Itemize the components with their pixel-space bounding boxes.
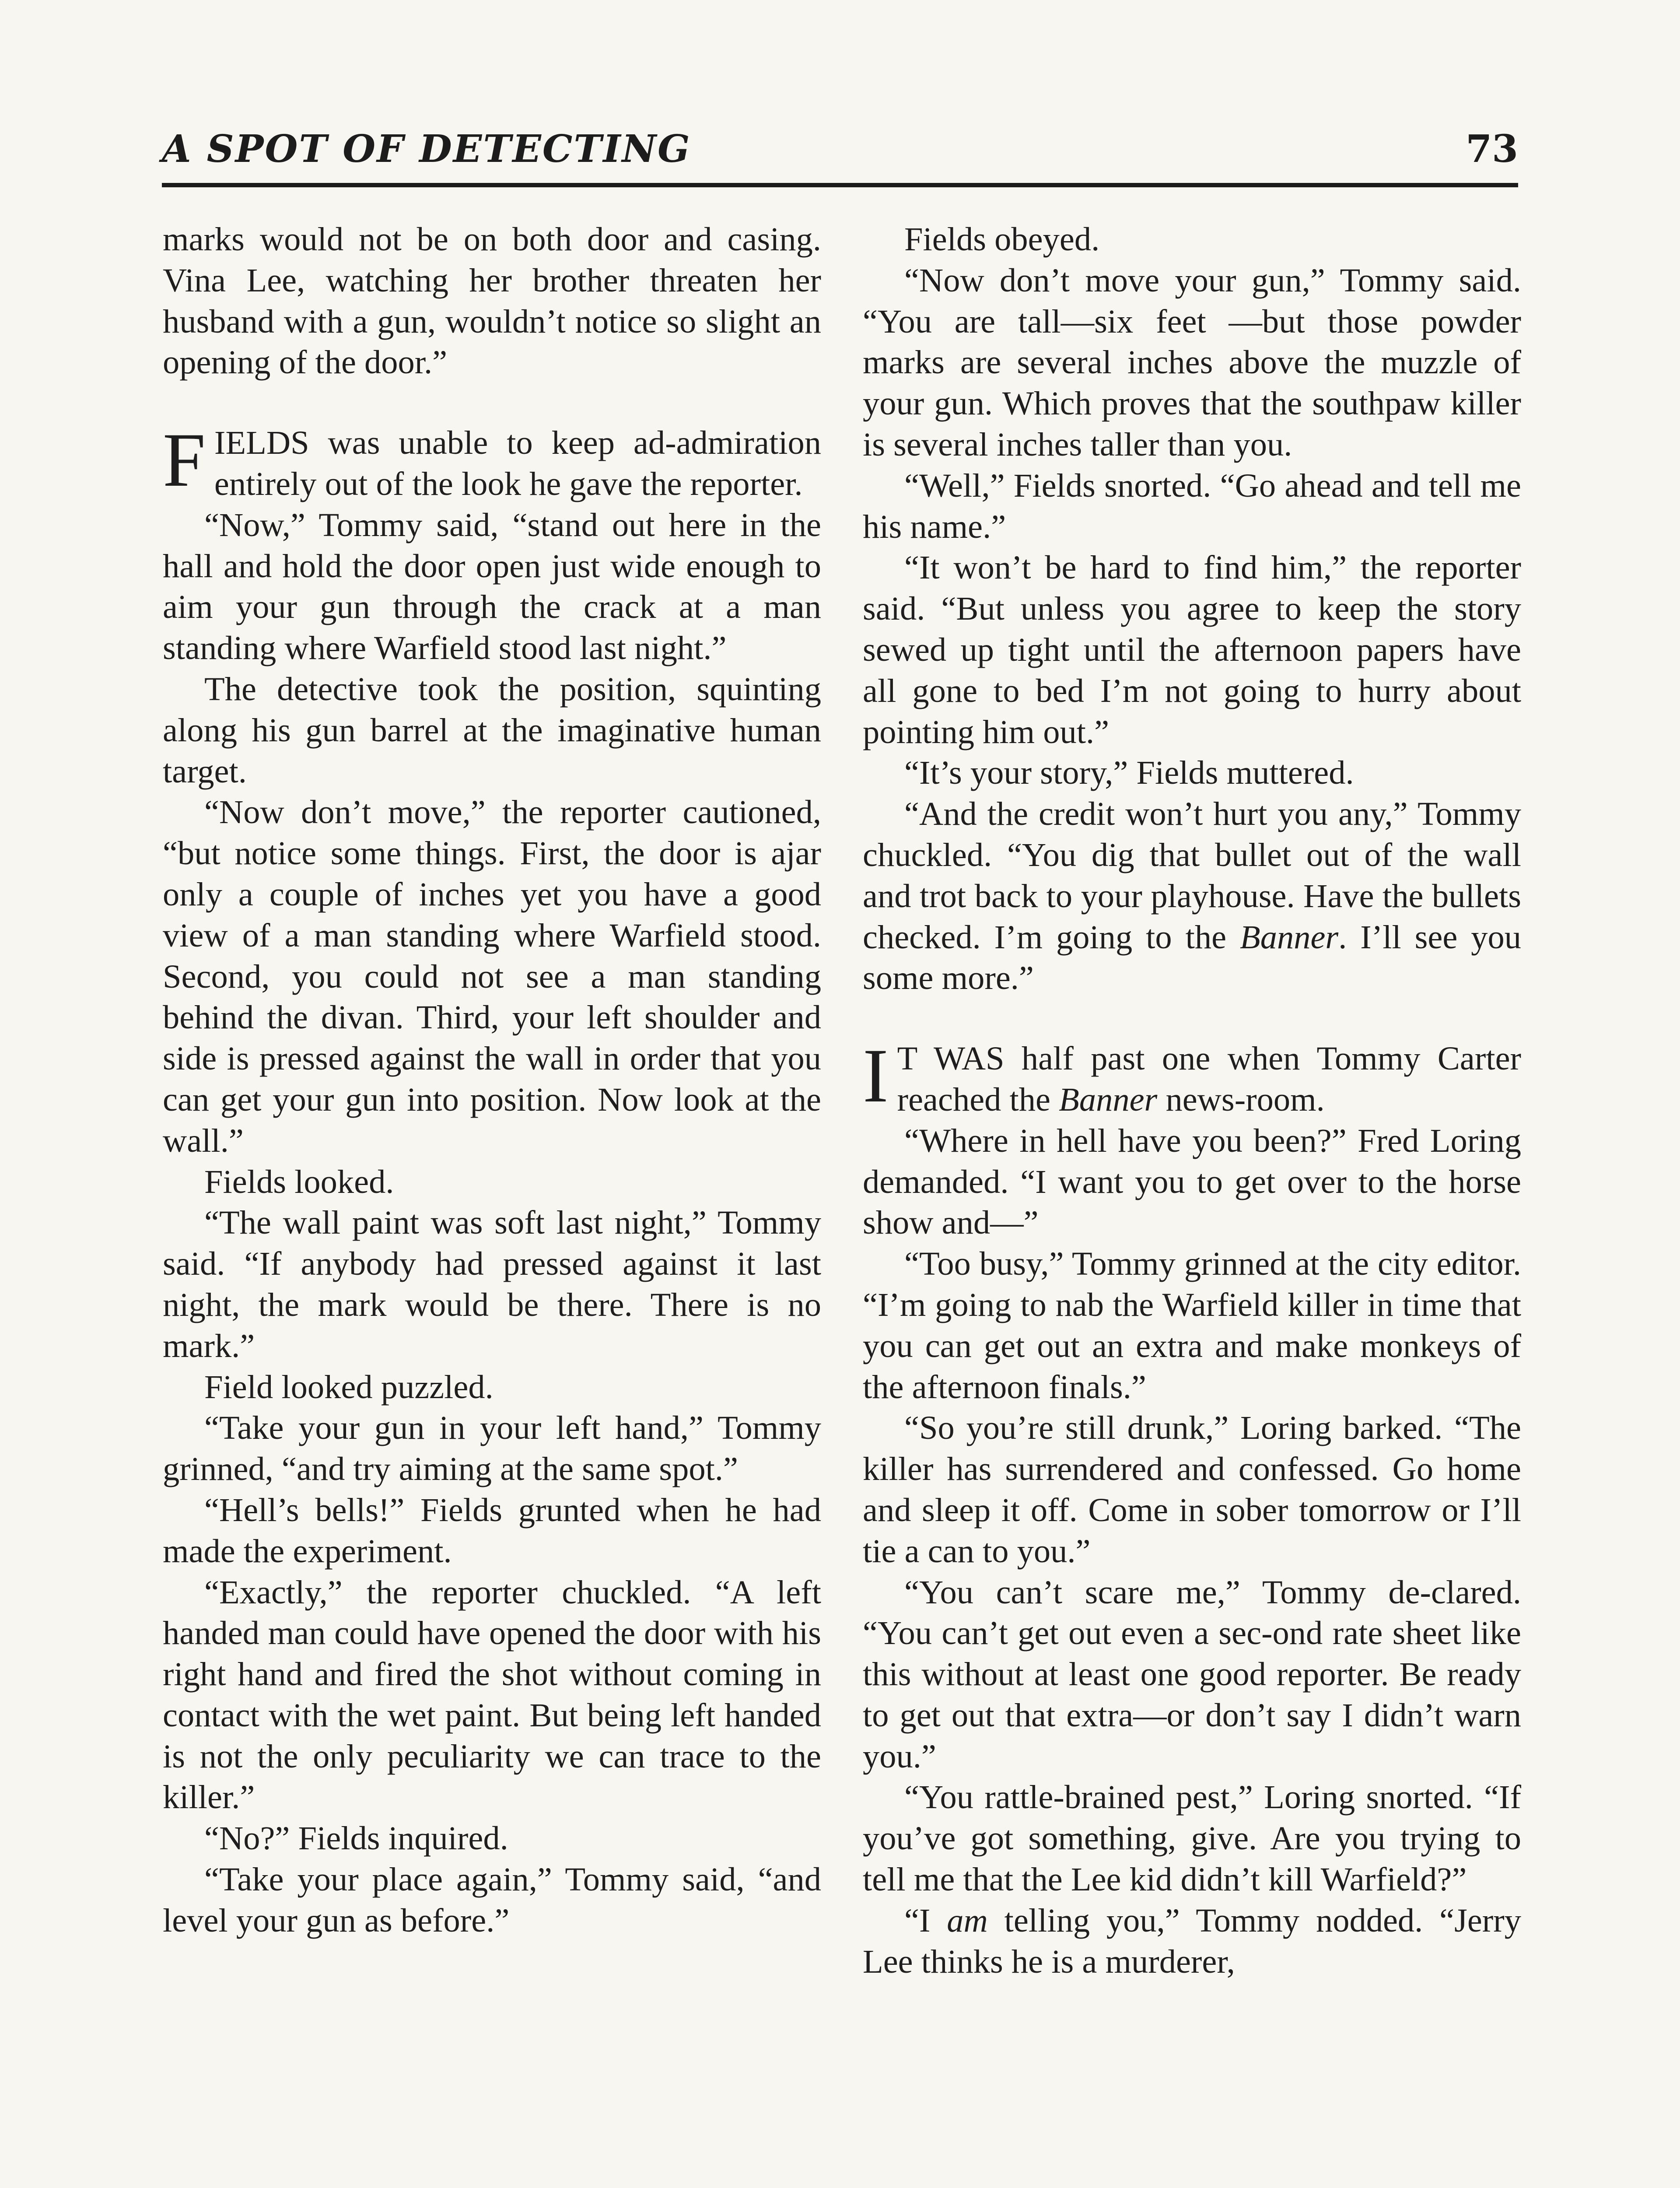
page-number: 73	[1466, 127, 1518, 171]
left-column	[163, 219, 821, 1941]
drop-cap: I	[863, 1033, 889, 1119]
text-run: news-room.	[1157, 1080, 1325, 1118]
newspaper-name: Banner	[1239, 918, 1339, 956]
section-opening-paragraph	[163, 417, 821, 505]
text-run: “I	[904, 1901, 947, 1939]
paragraph	[863, 793, 1521, 999]
paragraph: “Exactly,” the reporter chuckled. “A left handed man could have opened the door with his right hand and fired the shot without coming in contact with the wet paint. But being left handed is not the only peculiarity we can trace to the killer.”	[163, 1573, 821, 1816]
section-opening-text: IELDS was unable to keep ad-admiration entirely out of the look he gave the reporter.	[214, 424, 821, 502]
paragraph: “You can’t scare me,” Tommy de-clared. “You can’t get out even a sec-ond rate sheet like this without at least one good reporter. Be ready to get out that extra—or don’t say I didn’t warn you.”	[863, 1573, 1521, 1775]
paragraph: Field looked puzzled.	[204, 1368, 494, 1406]
running-head	[162, 123, 1518, 179]
running-title: A SPOT OF DETECTING	[162, 127, 691, 171]
paragraph: “Too busy,” Tommy grinned at the city editor. “I’m going to nab the Warfield killer in time that you can get out an extra and make monkeys of the afternoon finals.”	[863, 1245, 1521, 1406]
paragraph: “You rattle-brained pest,” Loring snorted. “If you’ve got something, give. Are you trying to tell me that the Lee kid didn’t kill Warfield?”	[863, 1778, 1521, 1898]
paragraph: “Where in hell have you been?” Fred Loring demanded. “I want you to get over to the horse show and—”	[863, 1122, 1521, 1241]
header-rule	[162, 183, 1518, 187]
text-run: T WAS half past one when Tommy Carter reached the	[897, 1040, 1521, 1118]
paragraph: “No?” Fields inquired.	[204, 1820, 508, 1857]
paragraph: “It won’t be hard to find him,” the reporter said. “But unless you agree to keep the story sewed up tight until the afternoon papers have all gone to bed I’m not going to hurry about pointing him out.”	[863, 549, 1521, 750]
paragraph: “It’s your story,” Fields muttered.	[904, 754, 1354, 792]
paragraph: “Take your gun in your left hand,” Tommy grinned, “and try aiming at the same spot.”	[163, 1409, 821, 1488]
paragraph: “Now don’t move,” the reporter cautioned, “but notice some things. First, the door is ajar only a couple of inches yet you have a good view of a man standing where Warfield stood. Second, you could not see a man standing behind the divan. Third, your left shoulder and side is pressed against the wall in order that you can get your gun into position. Now look at the wall.”	[163, 793, 821, 1159]
paragraph: The detective took the position, squinting along his gun barrel at the imaginative human target.	[163, 670, 821, 790]
drop-cap: F	[163, 417, 206, 503]
text-run: “And the credit won’t hurt you any,” Tommy chuckled. “You dig that bullet out of the wall and trot back to your playhouse. Have the bullets checked. I’m going to the	[863, 795, 1521, 956]
paragraph: “The wall paint was soft last night,” Tommy said. “If anybody had pressed against it last night, the mark would be there. There is no mark.”	[163, 1204, 821, 1364]
paragraph: “Well,” Fields snorted. “Go ahead and tell me his name.”	[863, 466, 1521, 545]
text-run: telling you,” Tommy nodded. “Jerry Lee thinks he is a murderer,	[863, 1901, 1521, 1980]
paragraph: “Hell’s bells!” Fields grunted when he had made the experiment.	[163, 1491, 821, 1570]
right-column	[863, 219, 1521, 1982]
newspaper-name: Banner	[1059, 1080, 1158, 1118]
paragraph: marks would not be on both door and casing. Vina Lee, watching her brother threaten her husband with a gun, wouldn’t notice so slight an opening of the door.”	[163, 221, 821, 381]
paragraph: “So you’re still drunk,” Loring barked. “The killer has surrendered and confessed. Go home and sleep it off. Come in sober tomorrow or I’ll tie a can to you.”	[863, 1409, 1521, 1570]
emphasis: am	[947, 1901, 988, 1939]
paragraph	[863, 1900, 1521, 1982]
text-run: . I’ll see you some more.”	[863, 918, 1521, 997]
paragraph: “Now don’t move your gun,” Tommy said. “You are tall—six feet —but those powder marks are several inches above the muzzle of your gun. Which proves that the southpaw killer is several inches taller than you.	[863, 261, 1521, 463]
paragraph: “Take your place again,” Tommy said, “and level your gun as before.”	[163, 1861, 821, 1939]
section-opening-paragraph	[863, 1033, 1521, 1120]
paragraph: Fields looked.	[204, 1163, 394, 1200]
paragraph: Fields obeyed.	[904, 221, 1100, 258]
paragraph: “Now,” Tommy said, “stand out here in the hall and hold the door open just wide enough to aim your gun through the crack at a man standing where Warfield stood last night.”	[163, 506, 821, 667]
